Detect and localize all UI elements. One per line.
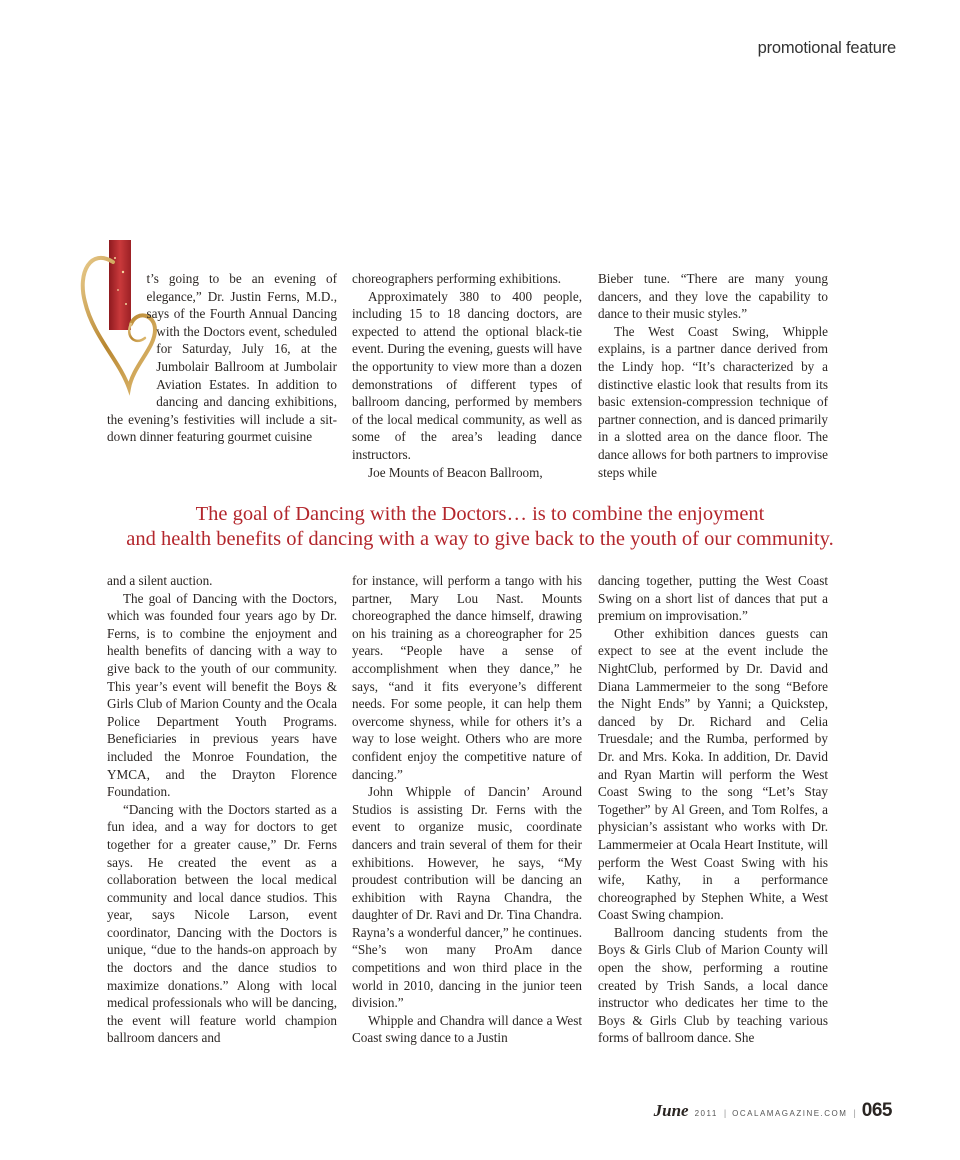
pull-quote-line-2: and health benefits of dancing with a way to give back to the youth of our community. (126, 528, 834, 550)
article-paragraph: dancing together, putting the West Coast Swing on a short list of dances that put a premium on improvisation.” (598, 573, 828, 624)
article-paragraph: The goal of Dancing with the Doctors, which was founded four years ago by Dr. Ferns, is to combine the enjoyment and health benefits of dancing with a way to give back to the youth of our community. This year’s event will benefit the Boys & Girls Club of Marion County and the Ocala Police Department Youth Programs. Beneficiaries in previous years have included the Monroe Foundation, the YMCA, and the Drayton Florence Foundation. (107, 590, 337, 800)
section-label: promotional feature (757, 39, 896, 57)
article-paragraph: for instance, will perform a tango with his partner, Mary Lou Nast. Mounts choreographed the dance himself, drawing on his training as a choreographer for 25 years. “People have a sense of accomplishment when they dance,” he says, “and it fits everyone’s different needs. For some people, it can help them overcome shyness, while for others it’s a way to lose weight. Others who are more confident enjoy the competitive nature of dancing.” (352, 573, 582, 782)
footer-separator: | (853, 1108, 856, 1118)
article-column-3-bottom (598, 572, 828, 1047)
pull-quote (60, 502, 900, 552)
article-column-3-top (598, 270, 828, 481)
page-number: 065 (861, 1100, 892, 1121)
page-footer-folio (654, 1100, 892, 1122)
article-paragraph: Joe Mounts of Beacon Ballroom, (368, 464, 543, 480)
article-column-1-top (107, 270, 337, 446)
article-paragraph: Ballroom dancing students from the Boys & Girls Club of Marion County will open the show, performing a routine created by Trish Sands, a local dance instructor who dedicates her time to the Boys & Girls Club by teaching various forms of ballroom dance. She (598, 924, 828, 1046)
article-paragraph: choreographers performing exhibitions. (352, 271, 562, 286)
article-paragraph: Approximately 380 to 400 people, including 15 to 18 dancing doctors, are expected to attend the optional black-tie event. During the evening, guests will have the opportunity to view more than a dozen demonstrations of different types of ballroom dancing, performed by members of the local medical community, as well as some of the area’s leading dance instructors. (352, 288, 582, 462)
article-paragraph: and a silent auction. (107, 573, 213, 588)
footer-month: June (653, 1101, 689, 1120)
article-paragraph: Whipple and Chandra will dance a West Coast swing dance to a Justin (352, 1012, 582, 1046)
article-paragraph: “Dancing with the Doctors started as a fun idea, and a way for doctors to get together for a greater cause,” Dr. Ferns says. He created the event as a collaboration between the local medical community and local dance studios. This year, says Nicole Larson, event coordinator, Dancing with the Doctors is unique, “due to the hands-on approach by the doctors and the dance studios to maximize donations.” Along with local medical professionals who will be dancing, the event will feature world champion ballroom dancers and (107, 801, 337, 1046)
article-paragraph: t’s going to be an evening of elegance,” Dr. Justin Ferns, M.D., says of the Fourth Annual Dancing with the Doctors event, scheduled for Saturday, July 16, at the Jumbolair Ballroom at Jumbolair Aviation Estates. In addition to dancing and dancing exhibitions, the evening’s festivities will include a sit-down dinner featuring gourmet cuisine (107, 271, 337, 445)
footer-site-url: OCALAMAGAZINE.COM (732, 1109, 848, 1118)
article-paragraph: The West Coast Swing, Whipple explains, is a partner dance derived from the Lindy hop. “It’s characterized by a distinctive elastic look that results from its basic extension-compression technique of partner connection, and is danced primarily in a slotted area on the dance floor. The dance allows for both partners to improvise steps while (598, 323, 828, 480)
article-column-2-top (352, 270, 582, 481)
footer-separator: | (723, 1108, 727, 1118)
pull-quote-line-1: The goal of Dancing with the Doctors… is to combine the enjoyment (195, 503, 765, 525)
article-paragraph: John Whipple of Dancin’ Around Studios is assisting Dr. Ferns with the event to organize music, coordinate dancers and train several of them for their exhibitions. However, he says, “My proudest contribution will be dancing an exhibition with Rayna Chandra, the daughter of Dr. Ravi and Dr. Tina Chandra. Rayna’s a wonderful dancer,” he continues. “She’s won many ProAm dance competitions and won third place in the world in 2010, dancing in the junior teen division.” (352, 784, 582, 1011)
article-column-2-bottom (352, 572, 582, 1047)
article-paragraph: Bieber tune. “There are many young dancers, and they love the capability to dance to their music styles.” (598, 271, 828, 322)
article-column-1-bottom (107, 572, 337, 1047)
footer-year: 2011 (694, 1109, 718, 1118)
article-paragraph: Other exhibition dances guests can expect to see at the event include the NightClub, performed by Dr. David and Diana Lammermeier to the song “Before the Night Ends” by Yanni; a Quickstep, danced by Dr. Richard and Celia Truesdale; and the Rumba, performed by Dr. and Mrs. Koka. In addition, Dr. David and Ryan Martin will perform the West Coast Swing to the song “Let’s Stay Together” by Al Green, and Tom Rolfes, a physician’s assistant who works with Dr. Lammermeier at Ocala Heart Institute, will perform the West Coast Swing with his wife, Kathy, in a performance choreographed by Stephen White, a West Coast Swing champion. (598, 625, 828, 923)
